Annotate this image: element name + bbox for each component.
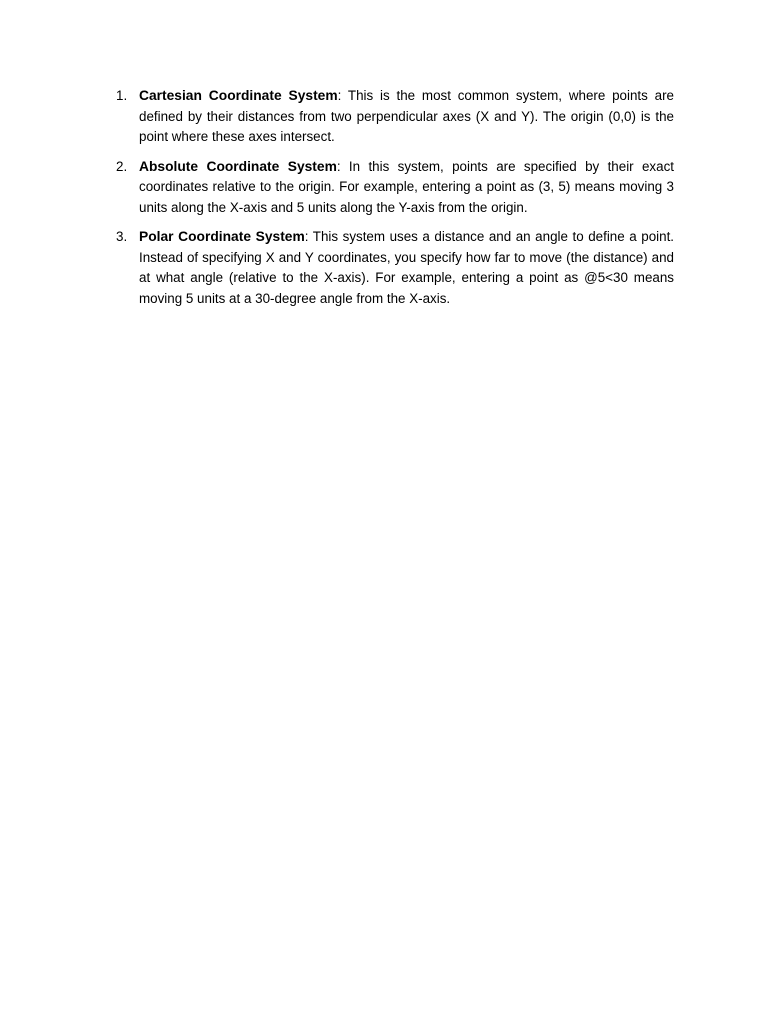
list-item-body — [139, 157, 674, 219]
list-item-body — [139, 86, 674, 148]
list-item — [112, 227, 674, 309]
list-item-number: 2. — [116, 158, 128, 174]
list-item-number: 3. — [116, 229, 128, 244]
list-item-number: 1. — [116, 88, 128, 103]
list-item — [112, 86, 674, 148]
list-item-text: : This is the most common system, where points are defined by their distances from two perpendicular axes (X and Y). The origin (0,0) is the point where these axes intersect. — [139, 88, 674, 144]
list-item-term: Cartesian Coordinate System — [139, 88, 338, 103]
list-item — [112, 157, 674, 219]
list-item-body — [139, 227, 674, 309]
list-item-term: Polar Coordinate System — [139, 229, 305, 244]
numbered-list — [112, 86, 674, 318]
list-item-text: : In this system, points are specified by their exact coordinates relative to the origin. For example, entering a point as (3, 5) means moving 3 units along the X-axis and 5 units along the Y-axis from the origin. — [139, 158, 674, 215]
list-item-term: Absolute Coordinate System — [139, 158, 337, 174]
list-item-text: : This system uses a distance and an angle to define a point. Instead of specifying X and Y coordinates, you specify how far to move (the distance) and at what angle (relative to the X-axis). For example, entering a point as @5<30 means moving 5 units at a 30-degree angle from the X-axis. — [139, 229, 675, 306]
